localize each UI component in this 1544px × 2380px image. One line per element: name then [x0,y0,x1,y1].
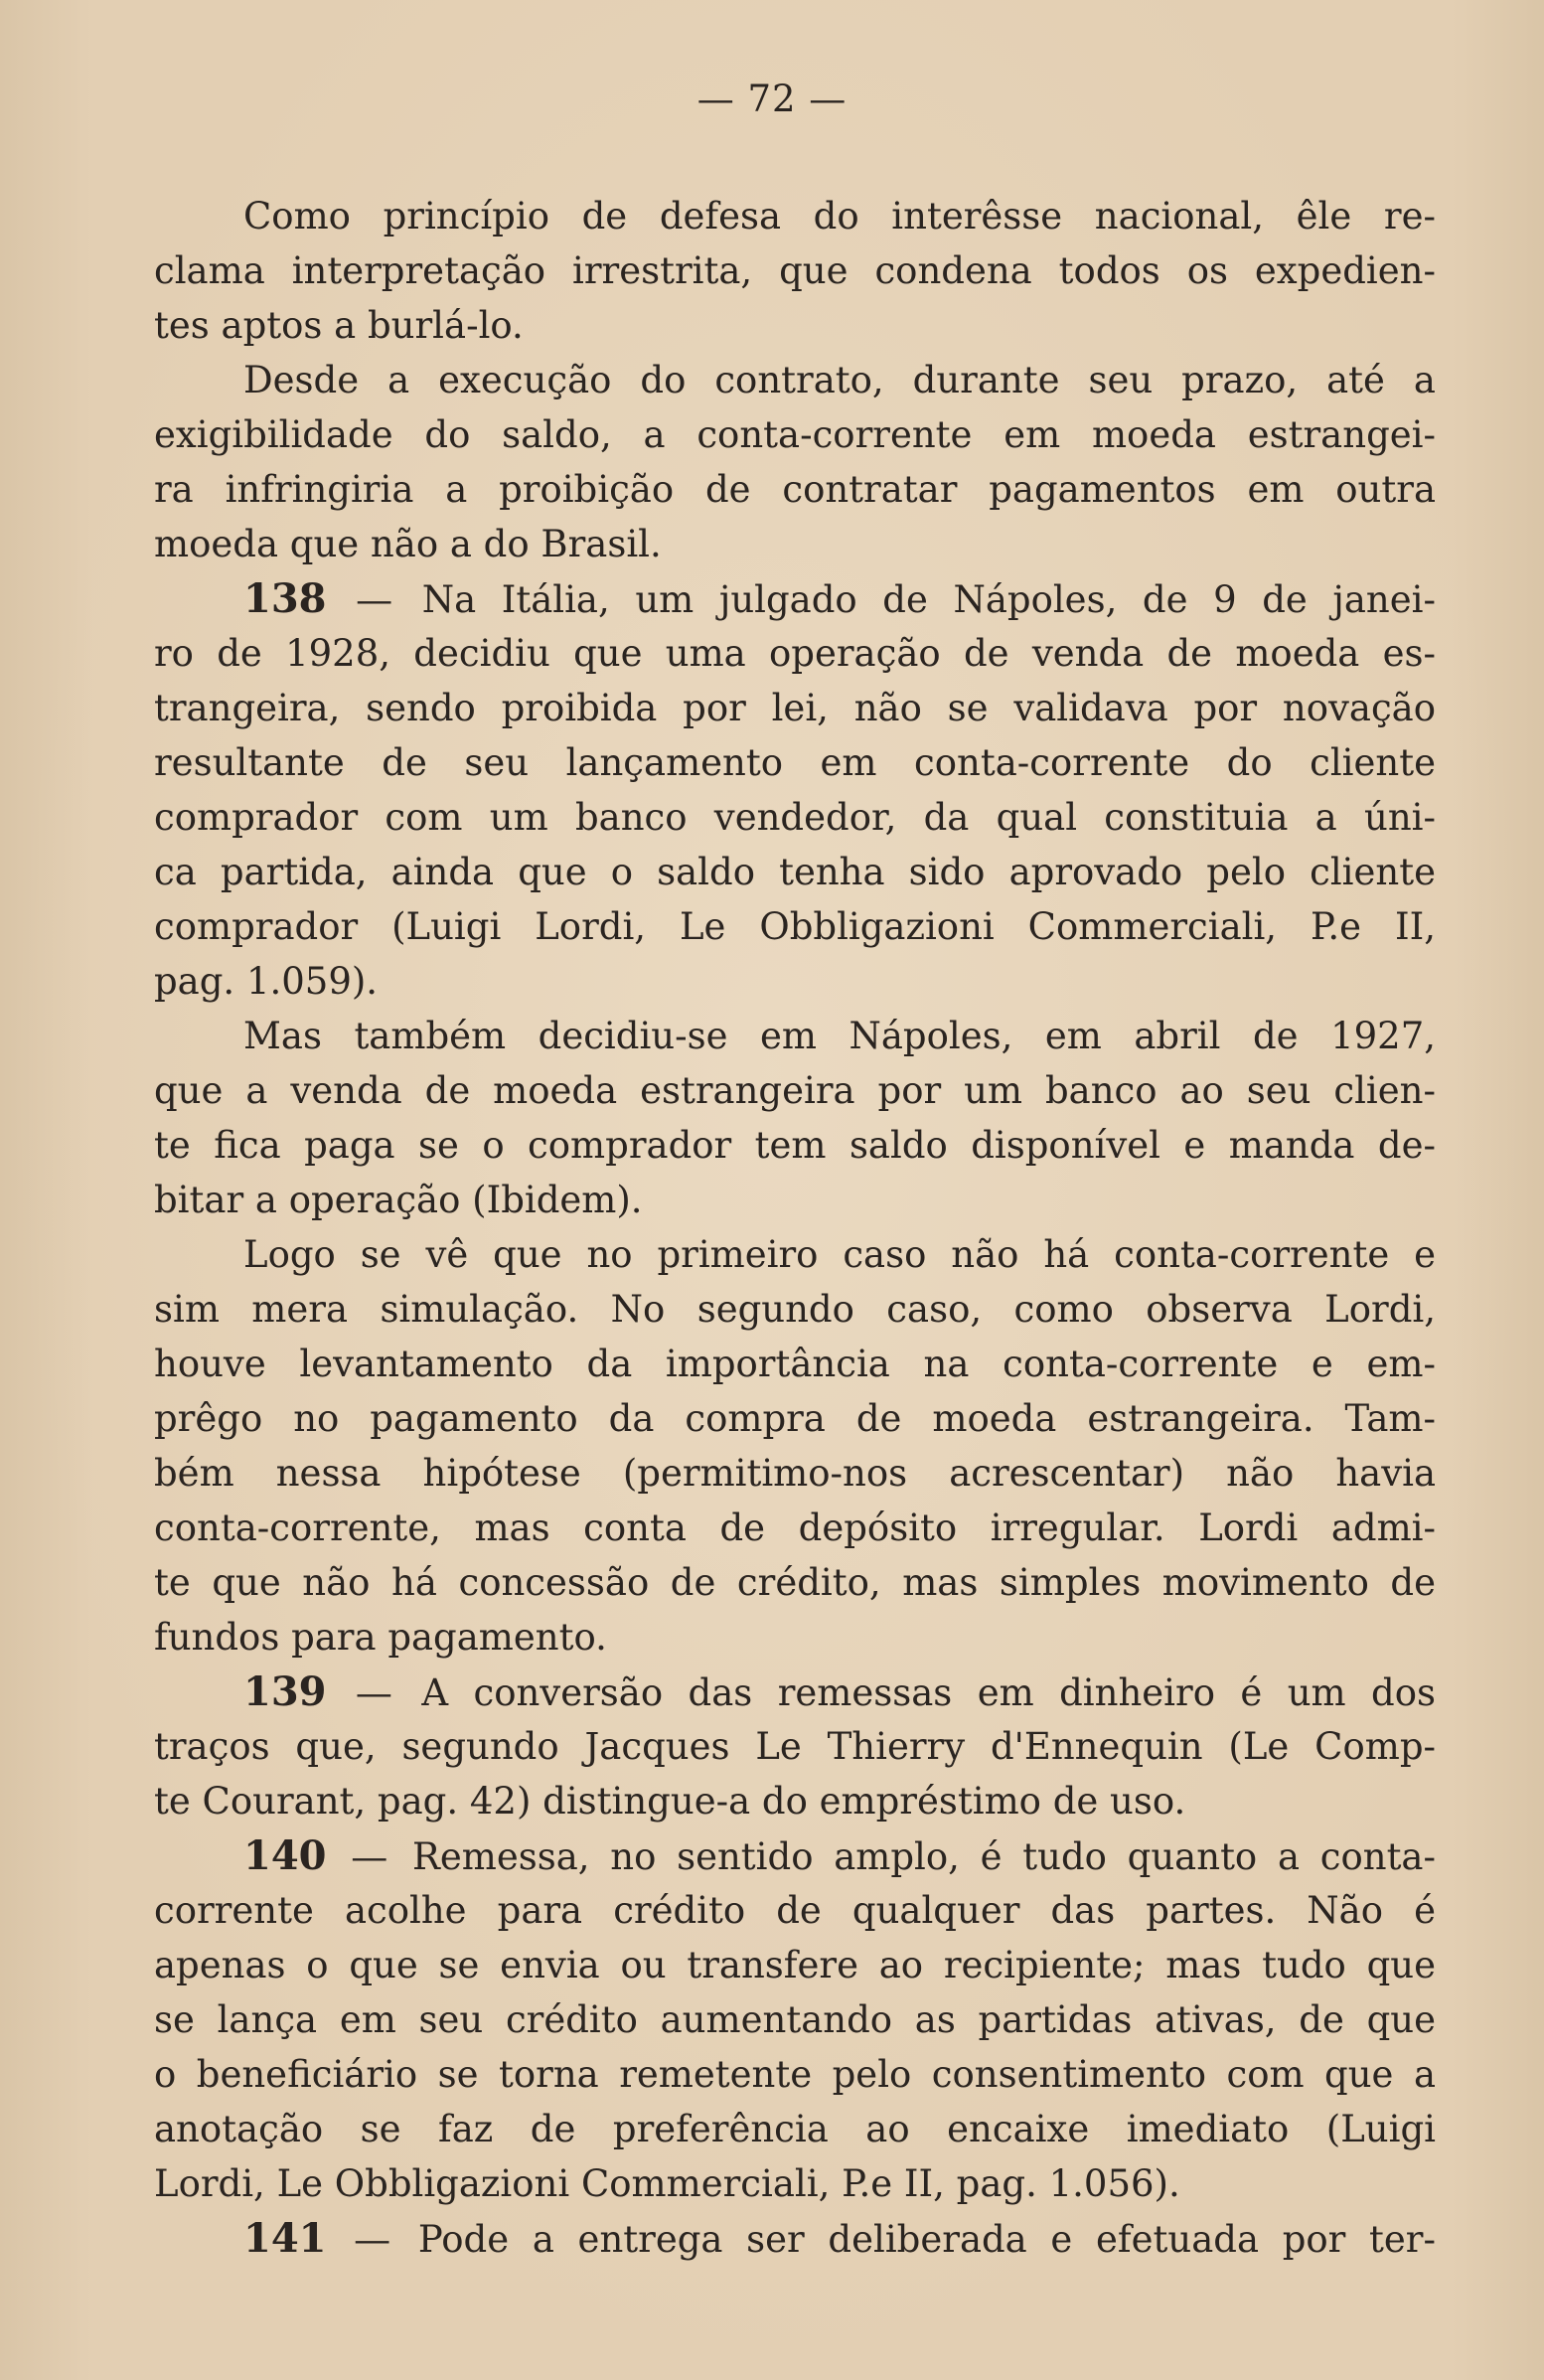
text-line [154,790,1436,845]
line-text: prêgo no pagamento da compra de moeda estrangeira. Tam- [154,1397,1436,1440]
line-text: bitar a operação (Ibidem). [154,1179,643,1221]
text-line [154,298,1436,353]
line-text: te que não há concessão de crédito, mas simples movimento de [154,1561,1436,1604]
line-text: ra infringiria a proibição de contratar pagamentos em outra [154,468,1436,511]
text-line [154,1227,1436,1282]
text-line [154,1501,1436,1555]
text-line [154,1555,1436,1610]
line-text: exigibilidade do saldo, a conta-corrente em moeda estrangei- [154,413,1436,456]
em-dash: — [330,2218,414,2261]
line-text: fundos para pagamento. [154,1616,607,1659]
em-dash: — [330,1835,408,1878]
text-line [154,626,1436,681]
text-line [154,2102,1436,2156]
em-dash: — [330,1671,418,1714]
text-line [154,1009,1436,1063]
text-line [154,1337,1436,1391]
text-line [154,517,1436,571]
text-line [154,1063,1436,1118]
line-text: Como princípio de defesa do interêsse nacional, êle re- [243,195,1436,238]
section-number: 139 [243,1668,327,1715]
line-text: te fica paga se o comprador tem saldo disponível e manda de- [154,1124,1436,1167]
line-text: corrente acolhe para crédito de qualquer das partes. Não é [154,1889,1436,1932]
line-text: Logo se vê que no primeiro caso não há conta-corrente e [243,1233,1436,1276]
line-text: resultante de seu lançamento em conta-corrente do cliente [154,741,1436,784]
line-text: se lança em seu crédito aumentando as partidas ativas, de que [154,1998,1436,2041]
text-line [154,1610,1436,1665]
line-text: tes aptos a burlá-lo. [154,304,524,347]
line-text: conta-corrente, mas conta de depósito irregular. Lordi admi- [154,1507,1436,1549]
text-line [154,681,1436,735]
page-number: — 72 — [696,78,848,120]
text-line [154,1938,1436,1992]
line-text: bém nessa hipótese (permitimo-nos acrescentar) não havia [154,1452,1436,1495]
text-line [154,2047,1436,2102]
text-line [154,189,1436,243]
line-text: o beneficiário se torna remetente pelo consentimento com que a [154,2053,1436,2096]
line-text: pag. 1.059). [154,960,379,1003]
section-number: 141 [243,2215,327,2262]
section-number: 138 [243,575,327,622]
text-line [154,407,1436,462]
line-text: moeda que não a do Brasil. [154,523,662,565]
text-line [154,2156,1436,2211]
section-line [154,1665,1436,1719]
section-line [154,571,1436,626]
line-text: houve levantamento da importância na conta-corrente e em- [154,1343,1436,1385]
text-line [154,845,1436,899]
line-text: Lordi, Le Obbligazioni Commerciali, P.e II, pag. 1.056). [154,2162,1180,2205]
line-text: A conversão das remessas em dinheiro é um dos [421,1671,1436,1714]
text-line [154,1992,1436,2047]
line-text: anotação se faz de preferência ao encaixe imediato (Luigi [154,2108,1436,2150]
body-text [154,189,1436,2266]
section-number: 140 [243,1832,327,1879]
text-line [154,1883,1436,1938]
section-line [154,2211,1436,2266]
line-text: ca partida, ainda que o saldo tenha sido aprovado pelo cliente [154,851,1436,893]
line-text: Na Itália, um julgado de Nápoles, de 9 de janei- [421,578,1436,621]
text-line [154,1173,1436,1227]
line-text: clama interpretação irrestrita, que condena todos os expedien- [154,249,1436,292]
line-text: traços que, segundo Jacques Le Thierry d'Ennequin (Le Comp- [154,1725,1436,1768]
text-line [154,353,1436,407]
line-text: sim mera simulação. No segundo caso, como observa Lordi, [154,1288,1436,1331]
line-text: trangeira, sendo proibida por lei, não se validava por novação [154,687,1436,729]
text-line [154,1282,1436,1337]
section-line [154,1828,1436,1883]
line-text: comprador (Luigi Lordi, Le Obbligazioni Commerciali, P.e II, [154,905,1436,948]
text-line [154,462,1436,517]
em-dash: — [330,578,418,621]
text-line [154,954,1436,1009]
line-text: que a venda de moeda estrangeira por um banco ao seu clien- [154,1069,1436,1112]
line-text: comprador com um banco vendedor, da qual constituia a úni- [154,796,1436,839]
line-text: Remessa, no sentido amplo, é tudo quanto a conta- [411,1835,1436,1878]
text-line [154,1118,1436,1173]
line-text: ro de 1928, decidiu que uma operação de venda de moeda es- [154,632,1436,675]
text-line [154,1774,1436,1828]
line-text: Desde a execução do contrato, durante seu prazo, até a [243,359,1436,401]
text-line [154,1446,1436,1501]
line-text: Mas também decidiu-se em Nápoles, em abril de 1927, [243,1015,1436,1057]
text-line [154,1719,1436,1774]
line-text: apenas o que se envia ou transfere ao recipiente; mas tudo que [154,1944,1436,1986]
line-text: Pode a entrega ser deliberada e efetuada por ter- [417,2218,1436,2261]
text-line [154,1391,1436,1446]
line-text: te Courant, pag. 42) distingue-a do empréstimo de uso. [154,1780,1186,1823]
text-line [154,735,1436,790]
text-line [154,899,1436,954]
text-line [154,243,1436,298]
